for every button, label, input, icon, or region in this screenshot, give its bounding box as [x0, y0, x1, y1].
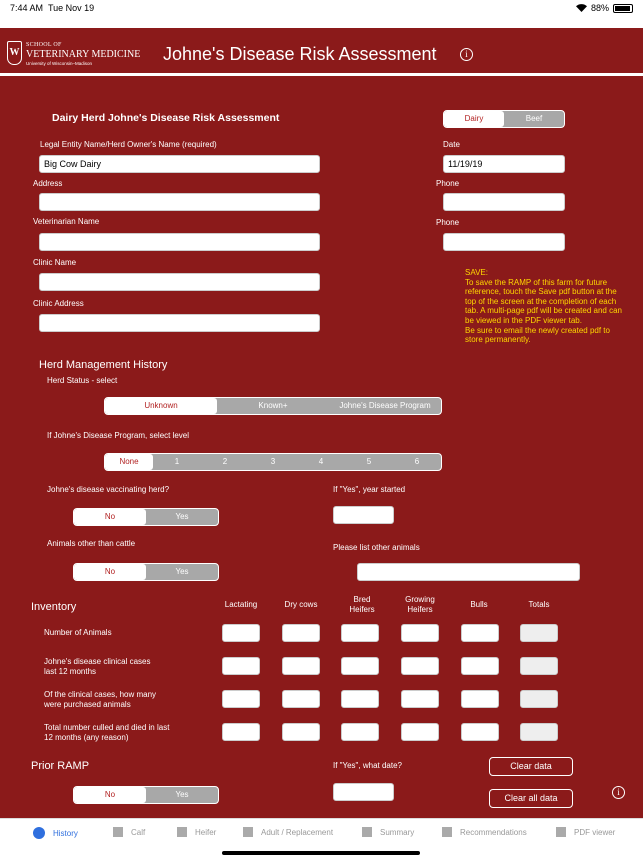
address-input[interactable]: [39, 193, 320, 211]
col-bulls: Bulls: [470, 600, 488, 609]
herd-type-selector: [443, 110, 565, 128]
inventory-cell[interactable]: [282, 690, 320, 708]
row-label-culled-died: Total number culled and died in last 12 months (any reason): [44, 723, 170, 742]
program-level-6[interactable]: 6: [414, 457, 420, 466]
status-date: Tue Nov 19: [48, 3, 95, 13]
logo-line-3: University of Wisconsin–Madison: [26, 61, 93, 66]
info-icon[interactable]: i: [460, 48, 473, 61]
program-level-4[interactable]: 4: [318, 457, 324, 466]
address-label: Address: [33, 179, 63, 188]
inventory-cell[interactable]: [341, 690, 379, 708]
prior-ramp-title: Prior RAMP: [31, 760, 90, 772]
herd-type-beef[interactable]: Beef: [525, 114, 543, 123]
logo-line-2: VETERINARY MEDICINE: [26, 49, 141, 60]
row-label-purchased-cases: Of the clinical cases, how many were purchased animals: [44, 690, 157, 709]
vaccinating-yes[interactable]: Yes: [175, 512, 189, 521]
tab-recommendations[interactable]: [442, 827, 527, 837]
inventory-cell[interactable]: [222, 657, 260, 675]
other-animals-no[interactable]: No: [74, 564, 146, 580]
inventory-total-cell: [520, 723, 558, 741]
date-input[interactable]: 11/19/19: [443, 155, 565, 173]
clinic-name-input[interactable]: [39, 273, 320, 291]
history-form: [0, 80, 643, 818]
heifer-tab-icon: [177, 827, 187, 837]
col-totals: Totals: [528, 600, 550, 609]
inventory-cell[interactable]: [282, 624, 320, 642]
status-right: [576, 3, 633, 13]
inventory-cell[interactable]: [222, 624, 260, 642]
tab-history[interactable]: [33, 827, 78, 839]
pdf-viewer-tab-icon: [556, 827, 566, 837]
clear-all-data-button[interactable]: Clear all data: [489, 789, 573, 808]
app-header: [0, 28, 643, 80]
other-animals-list-label: Please list other animals: [333, 543, 420, 552]
vet-name-input[interactable]: [39, 233, 320, 251]
inventory-cell[interactable]: [401, 723, 439, 741]
inventory-cell[interactable]: [341, 624, 379, 642]
save-instructions: [465, 268, 629, 345]
battery-percent: 88%: [590, 3, 609, 13]
vet-name-label: Veterinarian Name: [33, 217, 100, 226]
phone-2-label: Phone: [436, 218, 460, 227]
other-animals-list-input[interactable]: [357, 563, 580, 581]
clinic-address-input[interactable]: [39, 314, 320, 332]
form-section-title: Dairy Herd Johne's Disease Risk Assessment: [52, 112, 280, 124]
inventory-cell[interactable]: [222, 690, 260, 708]
save-note-body: To save the RAMP of this farm for future reference, touch the Save pdf button at the top of the screen at the completion of each tab. A multi-page pdf will be created and can be viewed in the PDF viewer tab.: [465, 277, 622, 325]
wifi-icon: [576, 4, 587, 12]
program-level-5[interactable]: 5: [366, 457, 372, 466]
inventory-total-cell: [520, 657, 558, 675]
program-level-1[interactable]: 1: [174, 457, 180, 466]
program-level-selector: [104, 453, 442, 471]
legal-name-input[interactable]: Big Cow Dairy: [39, 155, 320, 173]
vaccinating-selector: [73, 508, 219, 526]
tab-adult-replacement[interactable]: [243, 827, 333, 837]
tab-pdf-viewer-label: PDF viewer: [574, 827, 616, 837]
status-time: 7:44 AM: [10, 3, 44, 13]
inventory-cell[interactable]: [461, 723, 499, 741]
herd-status-unknown[interactable]: Unknown: [105, 398, 217, 414]
herd-status-program[interactable]: Johne's Disease Program: [339, 401, 431, 410]
info-icon-bottom[interactable]: i: [612, 786, 625, 799]
col-bred-heifers: Bred Heifers: [349, 595, 375, 614]
inventory-total-cell: [520, 624, 558, 642]
row-label-clinical-cases: Johne's disease clinical cases last 12 months: [44, 657, 151, 676]
uw-seal-icon: W: [7, 41, 22, 65]
row-label-number-of-animals: Number of Animals: [44, 628, 112, 637]
program-level-2[interactable]: 2: [222, 457, 228, 466]
home-indicator: [222, 851, 420, 855]
phone-1-input[interactable]: [443, 193, 565, 211]
tab-calf[interactable]: [113, 827, 145, 837]
phone-2-input[interactable]: [443, 233, 565, 251]
inventory-title: Inventory: [31, 601, 77, 613]
vaccinating-label: Johne's disease vaccinating herd?: [47, 485, 170, 494]
tab-heifer-label: Heifer: [195, 827, 217, 837]
uw-vet-med-logo: [7, 41, 141, 67]
adult-tab-icon: [243, 827, 253, 837]
legal-name-label: Legal Entity Name/Herd Owner's Name (required): [40, 140, 217, 149]
clear-data-button[interactable]: Clear data: [489, 757, 573, 776]
inventory-cell[interactable]: [461, 690, 499, 708]
inventory-cell[interactable]: [341, 657, 379, 675]
col-growing-heifers: Growing Heifers: [405, 595, 435, 614]
clinic-name-label: Clinic Name: [33, 258, 77, 267]
year-started-input[interactable]: [333, 506, 394, 524]
calf-tab-icon: [113, 827, 123, 837]
other-animals-selector: [73, 563, 219, 581]
vaccinating-no[interactable]: No: [74, 509, 146, 525]
program-level-3[interactable]: 3: [270, 457, 276, 466]
herd-management-title: Herd Management History: [39, 359, 168, 371]
herd-status-selector: [104, 397, 442, 415]
tab-summary-label: Summary: [380, 827, 415, 837]
history-tab-icon: [33, 827, 45, 839]
inventory-cell[interactable]: [282, 723, 320, 741]
col-dry-cows: Dry cows: [284, 600, 318, 609]
program-level-none[interactable]: None: [105, 454, 153, 470]
bottom-tab-bar: [0, 818, 643, 858]
recommendations-tab-icon: [442, 827, 452, 837]
inventory-cell[interactable]: [282, 657, 320, 675]
prior-ramp-selector: [73, 786, 219, 804]
inventory-cell[interactable]: [222, 723, 260, 741]
clinic-address-label: Clinic Address: [33, 299, 84, 308]
save-note-reminder: Be sure to email the newly created pdf to store permanently.: [465, 325, 610, 345]
phone-1-label: Phone: [436, 179, 460, 188]
year-started-label: If "Yes", year started: [333, 485, 406, 494]
logo-line-1: SCHOOL OF: [26, 42, 62, 48]
inventory-cell[interactable]: [341, 723, 379, 741]
tab-history-label: History: [53, 828, 78, 838]
herd-status-known-positive[interactable]: Known+: [258, 401, 288, 410]
inventory-cell[interactable]: [461, 624, 499, 642]
herd-status-label: Herd Status - select: [47, 376, 118, 385]
tab-calf-label: Calf: [131, 827, 146, 837]
prior-ramp-date-input[interactable]: [333, 783, 394, 801]
other-animals-yes[interactable]: Yes: [175, 567, 189, 576]
summary-tab-icon: [362, 827, 372, 837]
battery-icon: [613, 4, 633, 13]
inventory-total-cell: [520, 690, 558, 708]
tab-summary[interactable]: [362, 827, 414, 837]
inventory-cell[interactable]: [401, 657, 439, 675]
status-bar: [0, 0, 643, 28]
inventory-cell[interactable]: [461, 657, 499, 675]
prior-ramp-no[interactable]: No: [74, 787, 146, 803]
tab-adult-label: Adult / Replacement: [261, 827, 334, 837]
prior-ramp-date-label: If "Yes", what date?: [333, 761, 402, 770]
date-label: Date: [443, 140, 460, 149]
herd-type-dairy[interactable]: Dairy: [444, 111, 504, 127]
prior-ramp-yes[interactable]: Yes: [175, 790, 189, 799]
tab-recommendations-label: Recommendations: [460, 827, 527, 837]
other-animals-label: Animals other than cattle: [47, 539, 136, 548]
inventory-cell[interactable]: [401, 624, 439, 642]
app-title: Johne's Disease Risk Assessment: [163, 44, 437, 64]
program-level-label: If Johne's Disease Program, select level: [47, 431, 190, 440]
tab-pdf-viewer[interactable]: [556, 827, 615, 837]
tab-heifer[interactable]: [177, 827, 216, 837]
col-lactating: Lactating: [224, 600, 258, 609]
save-note-heading: SAVE:: [465, 268, 488, 277]
inventory-cell[interactable]: [401, 690, 439, 708]
header-divider: [0, 73, 643, 76]
